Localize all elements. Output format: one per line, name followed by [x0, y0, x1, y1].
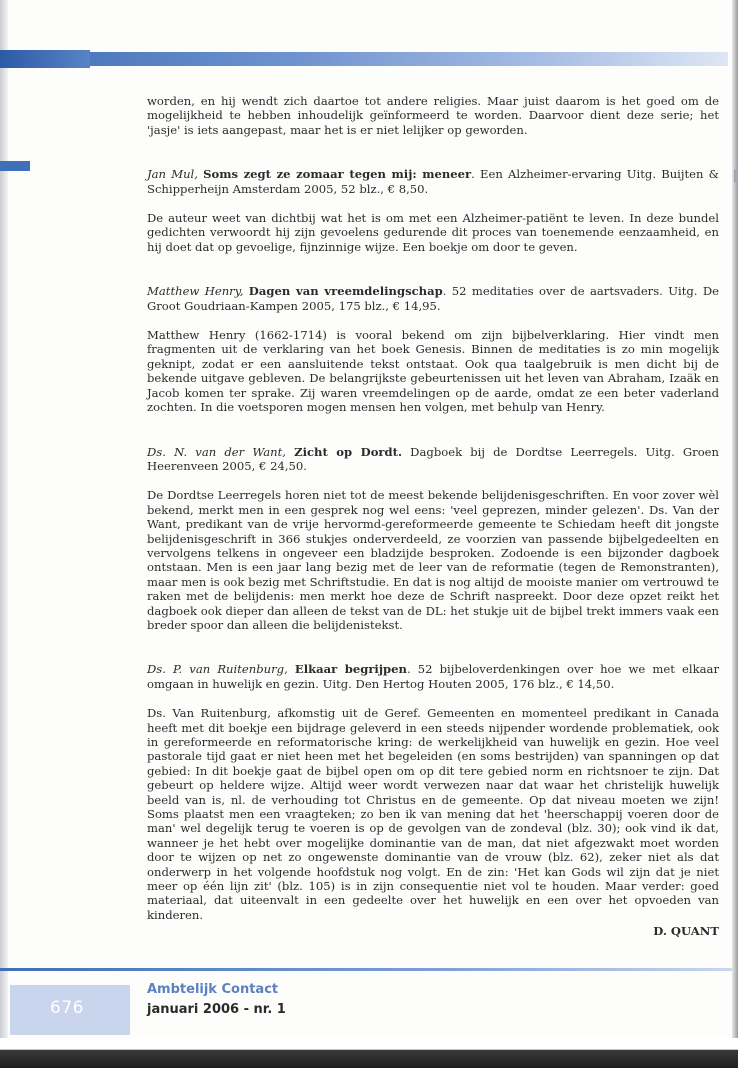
review-heading [147, 445, 719, 474]
review-heading [147, 284, 719, 313]
side-tab-marker [0, 161, 30, 171]
review-title: Dagen van vreemdelingschap [248, 284, 443, 299]
right-edge-marker [734, 170, 738, 182]
review-body: Matthew Henry (1662-1714) is vooral bekend om zijn bijbelverklaring. Hier vindt men fragmenten uit de verklaring van het boek Genesis. Binnen de meditaties is zo min mogelijk geknipt, zodat er een aansluitende tekst ontstaat. Ook qua taalgebruik is men dicht bij de bekende uitgave gebleven. De belangrijkste gebeurtenissen uit het leven van Abraham, Izaäk en Jacob komen ter sprake. Zij waren vreemdelingen op de aarde, omdat ze een beter vaderland zochten. In die voetsporen mogen mensen hen volgen, met behulp van Henry. [147, 328, 719, 415]
review-publication: . 52 bijbeloverdenkingen over hoe we met elkaar omgaan in huwelijk en gezin. Uitg. Den Hertog Houten 2005, 176 blz., € 14,50. [147, 662, 719, 691]
page-bottom-edge [0, 1038, 738, 1068]
review-publication: . 52 meditaties over de aartsvaders. Uitg. De Groot Goudriaan-Kampen 2005, 175 blz., € 14,95. [147, 284, 720, 313]
top-decorative-bar [0, 52, 728, 66]
review-body: De auteur weet van dichtbij wat het is om met een Alzheimer-patiënt te leven. In deze bundel gedichten verwoordt hij zijn gevoelens gedurende dit proces van toenemende eenzaamheid, en hij doet dat op gevoelige, fijnzinnige wijze. Een boekje om door te geven. [147, 211, 719, 254]
review-publication: Dagboek bij de Dordtse Leerregels. Uitg. Groen Heerenveen 2005, € 24,50. [147, 444, 719, 473]
review-heading [147, 167, 719, 196]
footer-divider [0, 968, 732, 971]
review-author: Ds. N. van der Want, [147, 444, 286, 459]
review-author: Ds. P. van Ruitenburg, [147, 662, 288, 677]
review-publication: . Een Alzheimer-ervaring Uitg. Buijten & Schipperheijn Amsterdam 2005, 52 blz., € 8,50. [147, 167, 719, 196]
article-content [147, 94, 719, 939]
page-right-edge [732, 0, 738, 1068]
review-body: De Dordtse Leerregels horen niet tot de meest bekende belijdenisgeschriften. En voor zover wèl bekend, merkt men in een gesprek nog wel eens: 'veel geprezen, minder gelezen'. Ds. Van der Want, predikant van de vrije hervormd-gereformeerde gemeente te Schiedam heeft dit jongste belijdenisgeschrift in 366 stukjes onderverdeeld, ze voorzien van passende bijbelgedeelten en vervolgens telkens in ongeveer een bladzijde besproken. Zodoende is een bijzonder dagboek ontstaan. Men is een jaar lang bezig met de leer van de reformatie (tegen de Remonstranten), maar men is ook bezig met Schriftstudie. En dat is nog altijd de mooiste manier om vertrouwd te raken met de belijdenis: men merkt hoe deze de Schrift naspreekt. Door deze opzet reikt het dagboek ook dieper dan alleen de tekst van de DL: het stukje uit de bijbel trekt immers vaak een breder spoor dan alleen die belijdenistekst. [147, 488, 719, 632]
reviewer-signature: D. QUANT [653, 924, 719, 939]
review-title: Elkaar begrijpen [294, 662, 407, 677]
review-heading [147, 662, 719, 691]
page-number: 676 [50, 998, 84, 1018]
review-author: Matthew Henry, [147, 284, 244, 299]
review-title: Zicht op Dordt. [294, 444, 403, 459]
footer-publication-title: Ambtelijk Contact [147, 982, 279, 997]
intro-paragraph: worden, en hij wendt zich daartoe tot andere religies. Maar juist daarom is het goed om de mogelijkheid te hebben inhoudelijk geïnformeerd te worden. Daarvoor dient deze serie; het 'jasje' is iets aangepast, maar het is er niet lelijker op geworden. [147, 94, 719, 137]
review-author: Jan Mul, [147, 167, 198, 182]
review-body: Ds. Van Ruitenburg, afkomstig uit de Geref. Gemeenten en momenteel predikant in Canada heeft met dit boekje een bijdrage geleverd in een steeds nijpender wordende problematiek, ook in gereformeerde en reformatorische kring: de werkelijkheid van huwelijk en gezin. Hoe veel pastorale tijd gaat er niet heen met het begeleiden (en soms bestrijden) van spanningen op dat gebied: In dit boekje gaat de bijbel open om op dit tere gebied norm en richtsnoer te zijn. Dat gebeurt op heldere wijze. Altijd weer wordt verwezen naar dat waar het christelijk huwelijk beeld van is, nl. de verhouding tot Christus en de gemeente. Op dat niveau moeten we zijn! Soms plaatst men een vraagteken; zo ben ik van mening dat het 'heerschappij voeren door de man' wel degelijk terug te voeren is op de gevolgen van de zondeval (blz. 30); ook vind ik dat, wanneer je het hebt over mogelijke dominantie van de man, dat niet afgezwakt moet worden door te wijzen op net zo ongewenste dominantie van de vrouw (blz. 62), zeker niet als dat onderwerp in het volgende hoofdstuk nog volgt. En de zin: 'Het kan Gods wil zijn dat je niet meer op één lijn zit' (blz. 105) is in zijn consequentie niet vol te houden. Maar verder: goed materiaal, dat uiteenvalt in een gedeelte over het huwelijk en een over het opvoeden van kinderen. [147, 706, 719, 922]
footer-issue: januari 2006 - nr. 1 [147, 1002, 286, 1017]
top-decorative-bar-accent [0, 50, 90, 68]
review-title: Soms zegt ze zomaar tegen mij: meneer [203, 167, 472, 182]
